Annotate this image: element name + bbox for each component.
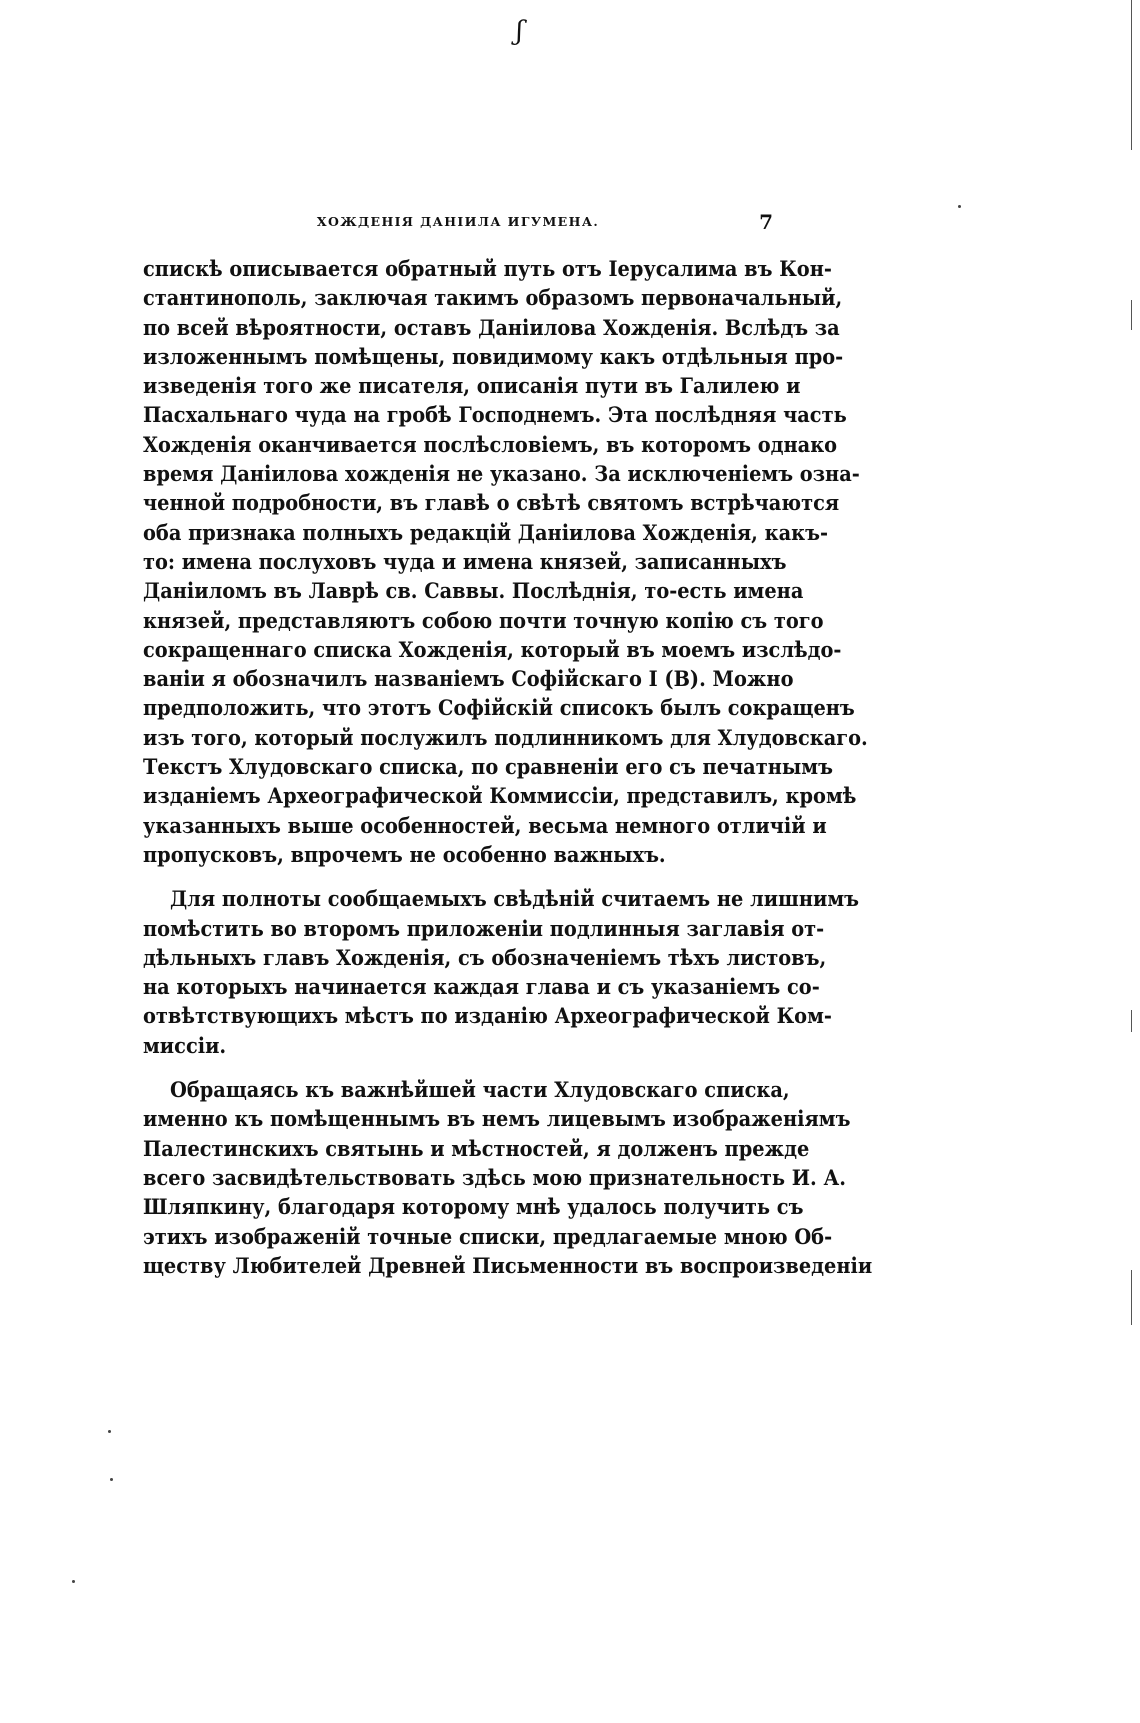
- text-line: Текстъ Хлудовскаго списка, по сравненіи его съ печатнымъ: [143, 755, 833, 781]
- text-line: помѣстить во второмъ приложеніи подлинныя заглавія от-: [143, 916, 825, 942]
- text-line: князей, представляютъ собою почти точную копію съ того: [143, 608, 824, 634]
- scan-speck: [108, 1430, 111, 1433]
- text-line: Даніиломъ въ Лаврѣ св. Саввы. Послѣднія, то-есть имена: [143, 579, 804, 605]
- running-title: ХОЖДЕНІЯ ДАНІИЛА ИГУМЕНА.: [316, 214, 600, 229]
- text-line: время Даніилова хожденія не указано. За исключеніемъ озна-: [143, 462, 860, 488]
- text-line: дѣльныхъ главъ Хожденія, съ обозначеніемъ тѣхъ листовъ,: [143, 945, 827, 971]
- text-line: сокращеннаго списка Хожденія, который въ моемъ изслѣдо-: [143, 637, 842, 663]
- page-number: 7: [759, 210, 773, 234]
- text-line: этихъ изображеній точные списки, предлагаемые мною Об-: [143, 1224, 833, 1250]
- scan-edge-line: [1131, 1010, 1132, 1032]
- text-line: Хожденія оканчивается послѣсловіемъ, въ которомъ однако: [143, 432, 838, 458]
- text-line: ваніи я обозначилъ названіемъ Софійскаго I (В). Можно: [143, 667, 794, 693]
- running-header: [143, 210, 773, 234]
- main-text: [143, 255, 873, 1281]
- text-line: всего засвидѣтельствовать здѣсь мою признательность И. А.: [143, 1165, 846, 1191]
- paragraph-2: [143, 885, 860, 1061]
- text-line: Для полноты сообщаемыхъ свѣдѣній считаемъ не лишнимъ: [170, 887, 860, 913]
- text-line: по всей вѣроятности, оставъ Даніилова Хожденія. Вслѣдъ за: [143, 315, 840, 341]
- top-pencil-mark: ʃ: [516, 16, 524, 46]
- text-line: изъ того, который послужилъ подлинникомъ для Хлудовскаго.: [143, 725, 868, 751]
- scan-edge-line: [1131, 0, 1132, 150]
- scan-speck: [110, 1478, 113, 1481]
- text-line: именно къ помѣщеннымъ въ немъ лицевымъ изображеніямъ: [143, 1107, 851, 1133]
- text-line: отвѣтствующихъ мѣстъ по изданію Археографической Ком-: [143, 1004, 832, 1030]
- text-line: указанныхъ выше особенностей, весьма немного отличій и: [143, 813, 827, 839]
- paragraph-1: [143, 255, 868, 870]
- text-line: спискѣ описывается обратный путь отъ Іерусалима въ Кон-: [143, 257, 832, 282]
- text-line: Обращаясь къ важнѣйшей части Хлудовскаго списка,: [170, 1078, 790, 1104]
- text-line: стантинополь, заключая такимъ образомъ первоначальный,: [143, 286, 843, 312]
- text-line: миссіи.: [143, 1033, 227, 1059]
- text-line: ществу Любителей Древней Письменности въ воспроизведеніи: [143, 1253, 873, 1279]
- text-line: изложеннымъ помѣщены, повидимому какъ отдѣльныя про-: [143, 344, 844, 370]
- text-line: оба признака полныхъ редакцій Даніилова Хожденія, какъ-: [143, 520, 828, 546]
- scan-edge-line: [1131, 300, 1132, 330]
- text-line: Пасхальнаго чуда на гробѣ Господнемъ. Эта послѣдняя часть: [143, 403, 847, 429]
- text-line: изведенія того же писателя, описанія пути въ Галилею и: [143, 374, 801, 400]
- scan-edge-line: [1131, 1270, 1132, 1325]
- paragraph-3: [143, 1076, 873, 1281]
- text-line: Палестинскихъ святынь и мѣстностей, я долженъ прежде: [143, 1136, 810, 1162]
- text-line: Шляпкину, благодаря которому мнѣ удалось получить съ: [143, 1195, 804, 1221]
- text-line: то: имена послуховъ чуда и имена князей, записанныхъ: [143, 549, 787, 575]
- scan-speck: [958, 205, 961, 208]
- scan-speck: [72, 1580, 75, 1583]
- text-line: на которыхъ начинается каждая глава и съ указаніемъ со-: [143, 975, 820, 1001]
- text-line: изданіемъ Археографической Коммиссіи, представилъ, кромѣ: [143, 784, 857, 810]
- text-line: пропусковъ, впрочемъ не особенно важныхъ.: [143, 842, 666, 868]
- text-line: ченной подробности, въ главѣ о свѣтѣ святомъ встрѣчаются: [143, 491, 840, 517]
- text-line: предположить, что этотъ Софійскій списокъ былъ сокращенъ: [143, 696, 855, 722]
